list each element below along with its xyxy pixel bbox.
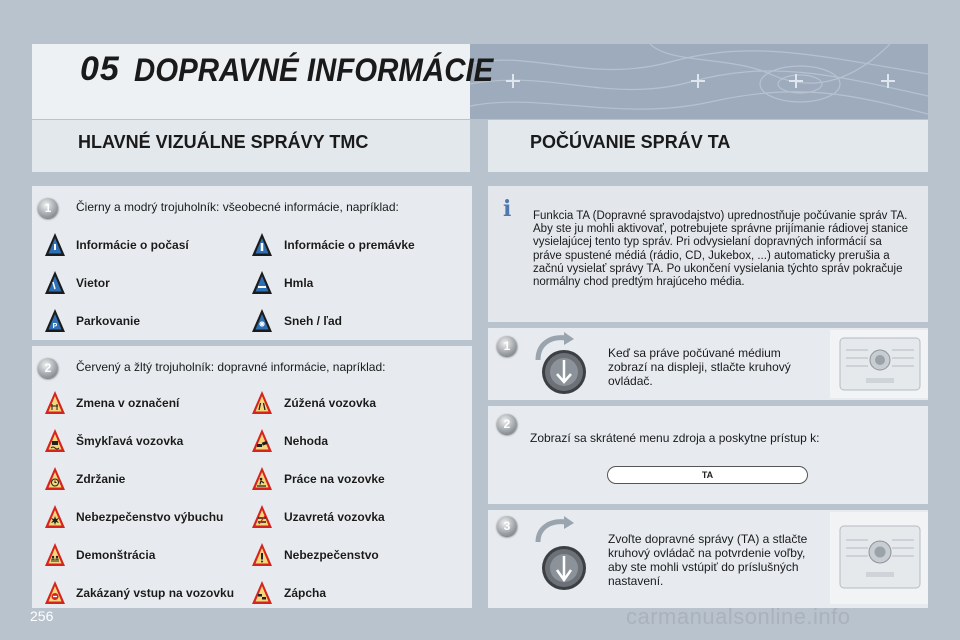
roadworks-icon [251,466,273,492]
right-subtitle: POČÚVANIE SPRÁV TA [530,132,731,152]
step-badge: 2 [38,358,58,378]
step2-panel [488,406,928,504]
info-text: Funkcia TA (Dopravné spravodajstvo) uprednostňuje počúvanie správ TA. Aby ste ju mohli aktivovať, potrebujete správne prijímanie rádiovej stanice vysielajúcej tento typ správ. Pri odvysielaní dopravných informácií sa práve spustené médiá (rádio, CD, Jukebox, ...) automaticky prerušia a začnú vysielať správy TA. Po ukončení vysielania týchto správ pokračuje normálny chod predtým hrajúceho média. [533,210,909,289]
slippery-road-icon [44,428,66,454]
road-narrows-icon [251,390,273,416]
traffic-info-text: Červený a žltý trojuholník: dopravné informácie, napríklad: [76,360,386,374]
radio-panel-image [830,512,928,604]
weather-warning-icon [44,232,66,258]
sign-label: Informácie o počasí [76,238,189,252]
rotary-knob-turn-icon [532,516,594,600]
sign-label: Demonštrácia [76,548,156,562]
chapter-number: 05 [80,50,120,88]
sign-label: Práce na vozovke [284,472,385,486]
parking-icon [44,308,66,334]
ta-menu-option[interactable]: TA [607,466,808,484]
step-badge: 3 [497,516,517,536]
traffic-jam-icon [251,580,273,606]
step-badge: 2 [497,414,517,434]
sign-label: Zápcha [284,586,327,600]
sign-label: Zakázaný vstup na vozovku [76,586,235,600]
header-map-decoration [470,44,928,119]
sign-label: Informácie o premávke [284,238,415,252]
radio-panel-image [830,330,928,398]
step1-text: Keď sa práve počúvané médium zobrazí na displeji, stlačte kruhový ovládač. [608,346,791,388]
step-badge: 1 [497,336,517,356]
sign-label: Sneh / ľad [284,314,342,328]
step3-text: Zvoľte dopravné správy (TA) a stlačte kruhový ovládač na potvrdenie voľby, aby ste mohli vstúpiť do príslušných nastavení. [608,532,808,588]
changed-signs-icon [44,390,66,416]
explosion-hazard-icon [44,504,66,530]
sign-label: Parkovanie [76,314,141,328]
svg-text:P: P [52,323,58,330]
sign-label: Zdržanie [76,472,126,486]
traffic-info-icon [251,232,273,258]
rotary-knob-icon [532,330,594,398]
road-closed-icon [251,504,273,530]
demonstration-icon [44,542,66,568]
page-number: 256 [30,608,54,624]
danger-icon [251,542,273,568]
sign-label: Šmykľavá vozovka [76,434,184,448]
accident-icon [251,428,273,454]
no-entry-icon [44,580,66,606]
page-title: DOPRAVNÉ INFORMÁCIE [134,52,494,88]
sign-label: Nehoda [284,434,329,448]
left-subtitle: HLAVNÉ VIZUÁLNE SPRÁVY TMC [78,132,369,152]
fog-icon [251,270,273,296]
general-info-text: Čierny a modrý trojuholník: všeobecné informácie, napríklad: [76,200,399,214]
sign-label: Zúžená vozovka [284,396,377,410]
snow-ice-icon [251,308,273,334]
sign-label: Uzavretá vozovka [284,510,385,524]
step-badge: 1 [38,198,58,218]
sign-label: Nebezpečenstvo výbuchu [76,510,224,524]
sign-label: Vietor [76,276,110,290]
sign-label: Hmla [284,276,314,290]
step2-text: Zobrazí sa skrátené menu zdroja a poskytne prístup k: [530,431,820,445]
sign-label: Zmena v označení [76,396,180,410]
watermark: carmanualsonline.info [626,604,851,629]
sign-label: Nebezpečenstvo [284,548,379,562]
info-icon: i [503,196,512,222]
wind-icon [44,270,66,296]
delay-icon [44,466,66,492]
